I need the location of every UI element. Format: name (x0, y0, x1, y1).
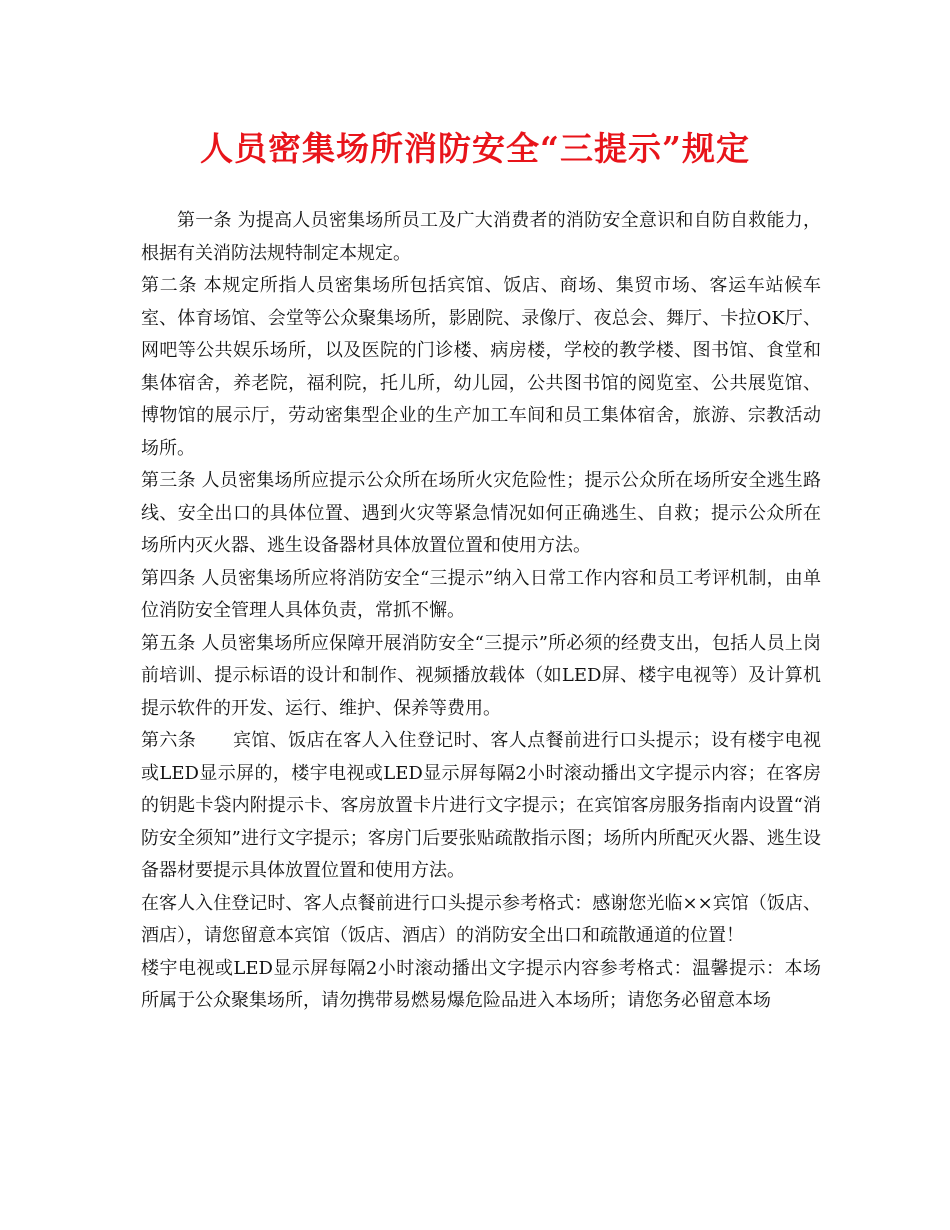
article-6-paragraph: 第六条 宾馆、饭店在客人入住登记时、客人点餐前进行口头提示；设有楼宇电视或LED显示屏的，楼宇电视或LED显示屏每隔2小时滚动播出文字提示内容；在客房的钥匙卡袋内附提示卡、客房放置卡片进行文字提示；在宾馆客房服务指南内设置“消防安全须知”进行文字提示；客房门后要张贴疏散指示图；场所内所配灭火器、逃生设备器材要提示具体放置位置和使用方法。 (141, 730, 821, 881)
screen-prompt-format-paragraph: 楼宇电视或LED显示屏每隔2小时滚动播出文字提示内容参考格式：温馨提示：本场所属于公众聚集场所，请勿携带易燃易爆危险品进入本场所；请您务必留意本场 (141, 957, 821, 1011)
article-1-paragraph: 第一条 为提高人员密集场所员工及广大消费者的消防安全意识和自防自救能力，根据有关消防法规特制定本规定。 (141, 210, 821, 264)
check-in-prompt-format-paragraph: 在客人入住登记时、客人点餐前进行口头提示参考格式：感谢您光临××宾馆（饭店、酒店），请您留意本宾馆（饭店、酒店）的消防安全出口和疏散通道的位置！ (141, 892, 821, 946)
document-body (141, 205, 821, 1018)
article-4-paragraph: 第四条 人员密集场所应将消防安全“三提示”纳入日常工作内容和员工考评机制，由单位消防安全管理人具体负责，常抓不懈。 (141, 567, 821, 621)
article-5-paragraph: 第五条 人员密集场所应保障开展消防安全“三提示”所必须的经费支出，包括人员上岗前培训、提示标语的设计和制作、视频播放载体（如LED屏、楼宇电视等）及计算机提示软件的开发、运行、维护、保养等费用。 (141, 632, 821, 719)
article-3-paragraph: 第三条 人员密集场所应提示公众所在场所火灾危险性；提示公众所在场所安全逃生路线、安全出口的具体位置、遇到火灾等紧急情况如何正确逃生、自救；提示公众所在场所内灭火器、逃生设备器材具体放置位置和使用方法。 (141, 470, 821, 556)
article-2-paragraph: 第二条 本规定所指人员密集场所包括宾馆、饭店、商场、集贸市场、客运车站候车室、体育场馆、会堂等公众聚集场所，影剧院、录像厅、夜总会、舞厅、卡拉OK厅、网吧等公共娱乐场所，以及医院的门诊楼、病房楼，学校的教学楼、图书馆、食堂和集体宿舍，养老院，福利院，托儿所，幼儿园，公共图书馆的阅览室、公共展览馆、博物馆的展示厅，劳动密集型企业的生产加工车间和员工集体宿舍，旅游、宗教活动场所。 (141, 275, 821, 459)
document-title: 人员密集场所消防安全“三提示”规定 (200, 129, 750, 168)
